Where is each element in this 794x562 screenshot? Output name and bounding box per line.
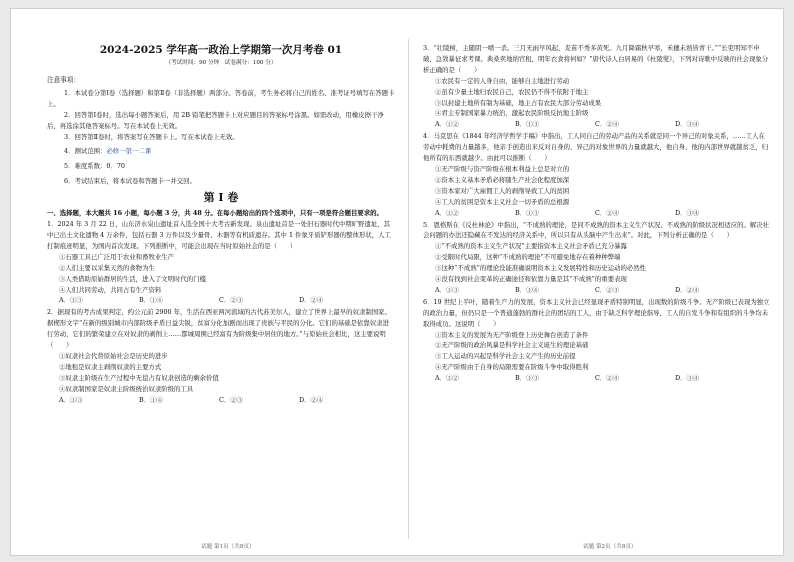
note-item: 3．回答第Ⅱ卷时，将答案写在答题卡上。写在本试卷上无效。 [64,132,239,141]
answer-c: C．②④ [595,374,620,383]
answer-c: C．②④ [595,120,620,129]
answer-b: B．①④ [139,395,163,404]
option-item: ④无产阶级由于自身的局限需要在阶级斗争中取得胜利 [435,363,589,372]
page-title: 2024-2025 学年高一政治上学期第一次月考卷 01 [99,44,343,56]
option-item: ②无产阶级的政治风暴是科学社会主义诞生的理论基础 [435,341,589,350]
answer-c: C．②③ [595,285,620,294]
question-1 [47,219,395,306]
answer-a: A．①③ [59,395,83,404]
answer-b: B．①④ [515,285,539,294]
answer-b: B．①④ [139,296,163,305]
option-item: ①奴隶社会代替原始社会是历史的进步 [59,351,168,360]
answer-c: C．②④ [595,208,620,217]
question-4 [423,131,771,218]
exam-subtitle: （考试时间：90 分钟 试卷满分：100 分） [165,60,277,66]
option-item: ③以封建土地所有制为基础，地主占有农民大部分劳动成果 [435,98,602,107]
question-stem: 2．据现有的考古成果判定，约公元前 2900 年，生活在西亚两河流域的古代苏美尔人，建立了世界上最早的奴隶制国家。据楔形文字“在新的级别城市内部阶级矛盾日益尖锐，贫富分化加剧而出现了贵族与平民的分化。它们的基础是依靠奴隶进行劳动，它们的繁荣建立在对奴隶的剥削上……都城周围已经富有为阶级集中居住的地方。”与原始社会相比，这主要说明（ ） [47,308,391,350]
answer-d: D．②④ [299,296,324,305]
answer-b: B．①③ [515,208,539,217]
answer-choices [47,295,395,306]
option-item: ①石器工具已广泛用于农业和畜牧业生产 [59,252,175,261]
note-item: 6．考试结束后，将本试卷和答题卡一并交回。 [64,177,196,186]
option-item: ②人们主要以采集天然的食物为生 [59,263,155,272]
question-stem: 4．马克思在《1844 年经济学哲学手稿》中指出，工人同自己的劳动产品的关系就是同一个异己的对象关系，……工人在劳动中耗费的力量越多，他亲手创造出来反对自身的、异己的对象世界的力量就越大，他自身、他的内部世界就越贫乏，归他所有的东西就越少。由此可以推断（ ） [423,132,769,163]
answer-b: B．①③ [515,374,539,383]
page-footer-right: 试题 第2页（共8页） [583,544,637,550]
option-item: ②虽有少量土地归农民自己，农民仍不得不依附于地主 [435,87,589,96]
question-stem: 5．恩格斯在《反杜林论》中指出，“不成熟的理论，是同不成熟的资本主义生产状况、不成熟的阶级状况相适应的。解决社会问题的办法还隐藏在不发达的经济关系中，所以只有从头脑中产生出来”。对此，下列分析正确的是（ ） [423,220,770,240]
option-item: ④君主专制国家暴力统治，激起农民阶级反抗地主阶级 [435,109,589,118]
question-5 [423,220,771,296]
answer-a: A．①② [435,120,459,129]
option-item: ①无产阶级与资产阶级在根本利益上总是对立的 [435,164,570,173]
answer-c: C．②③ [219,395,244,404]
answer-c: C．②③ [219,296,244,305]
notes-heading: 注意事项： [47,76,80,84]
page-footer-left: 试题 第1页（共8页） [201,544,255,550]
answer-choices [423,208,771,219]
option-item: ④人们共同劳动，共同占有生产资料 [59,285,162,294]
answer-choices [423,373,771,384]
answer-a: A．①② [435,208,459,217]
option-item: ①资本主义的发展为无产阶级登上历史舞台创造了条件 [435,330,589,339]
option-item: ④奴隶制国家是奴隶主阶级统治奴隶阶级的工具 [59,384,194,393]
option-item: ③工人运动的兴起是科学社会主义产生的历史前提 [435,352,576,361]
answer-d: D．②④ [675,285,700,294]
note-item: 2．回答第Ⅰ卷时，选出每小题答案后，用 2B 铅笔把答题卡上对应题目的答案标号涂黑。如需改动，用橡皮擦干净后，再选涂其他答案标号。写在本试卷上无效。 [47,110,384,130]
scope-label: 4．测试范围： [64,147,107,156]
answer-d: D．③④ [675,120,700,129]
exam-sheet [10,8,784,556]
answer-d: D．②④ [299,395,324,404]
option-item: ②受限时代局限，这种“不成熟的理论”不可避免地存在着种种弊端 [435,253,621,262]
option-item: ②资本主义基本矛盾必将随生产社会化程度加深 [435,175,570,184]
left-column [47,43,395,406]
answer-b: B．①③ [515,120,539,129]
question-6 [423,297,771,384]
question-stem: 6．19 世纪上半叶，随着生产力的发展，资本主义社会已经显现矛盾特别明显，出现数的阶级斗争。无产阶级已表现为独立的政治力量，但仍只是一个普通蓬勃的群社会的团结的工人，由于缺乏科学理论指导，工人的自发斗争和有组织的斗争均未取得成功。这说明（ ） [423,297,770,328]
right-column [423,43,771,385]
scope-value: 必修一第一二课 [106,147,152,156]
question-3 [423,43,771,130]
option-item: ③资本家对广大雇佣工人的剥削导致工人的贫困 [435,186,570,195]
part-heading: 第 Ⅰ 卷 [203,191,239,205]
note-item: 1．本试卷分第Ⅰ卷（选择题）和第Ⅱ卷（非选择题）两部分。答卷前，考生务必将自己的姓名、准考证号填写在答题卡上。 [47,88,395,108]
question-stem: 3．“壮陵树，主随阴一喷一杀。三月无雨早风起，麦苗不秀多黄死。九月降霜秋早寒，禾穗未熟皆青干。”“长吏明知不申破，急敛暴征求考课。典桑卖地纳官租，明年衣食将何如？”唐代诗人白居易的《杜陵叟》，下列对诗歌中反映的社会现象分析正确的是（ ） [423,44,769,74]
answer-a: A．①③ [435,285,459,294]
option-item: ④工人的贫困是资本主义社会一切矛盾的总根源 [435,197,570,206]
option-item: ②地租是奴隶主剥削奴隶的主要方式 [59,362,162,371]
section-heading: 一、选择题，本大题共 16 小题，每小题 3 分，共 48 分。在每小题给出的四个选项中，只有一项是符合题目要求的。 [47,209,383,218]
answer-choices [47,395,395,406]
question-2 [47,307,395,405]
note-scope [47,146,395,157]
option-item: ③奴隶主阶级在生产过程中无偿占有奴隶创造的剩余价值 [59,373,219,382]
answer-d: D．③④ [675,208,700,217]
option-item: ③人类借助原始群居的生活，进入了文明时代的门槛 [59,274,206,283]
question-stem: 1．2024 年 3 月 22 日，山东济水泉山遗址首入选全国十大考古新发现。泉山遗址首是一处旧石器时代中期旷野遗址，其中已出土文化遗物 4 万余件，包括石器 3 万件以及少量骨、木器等有机质遗存。其中 1 件象牙质铲形器的整体形状，人工打制痕迹明显，为国内首次发现。下列推断中，可能会出现在当时原始社会的是（ ） [47,220,391,250]
option-item: ①农民有一定的人身自由，能够自主地进行劳动 [435,76,570,85]
answer-choices [423,119,771,130]
note-item: 5．难度系数：0．70 [64,162,125,171]
answer-choices [423,285,771,296]
answer-a: A．①② [435,374,459,383]
option-item: ③这种“不成熟”的理论没能准确说明资本主义发展特性和历史运动的必然性 [435,264,647,273]
option-item: ④没有找到社会变革的正确途径和依靠力量是其“不成熟”的重要表现 [435,275,627,284]
answer-a: A．①③ [59,296,83,305]
answer-d: D．③④ [675,374,700,383]
option-item: ①“不成熟的资本主义生产状况”主要指资本主义社会矛盾已充分暴露 [435,242,627,251]
column-divider [408,39,409,539]
